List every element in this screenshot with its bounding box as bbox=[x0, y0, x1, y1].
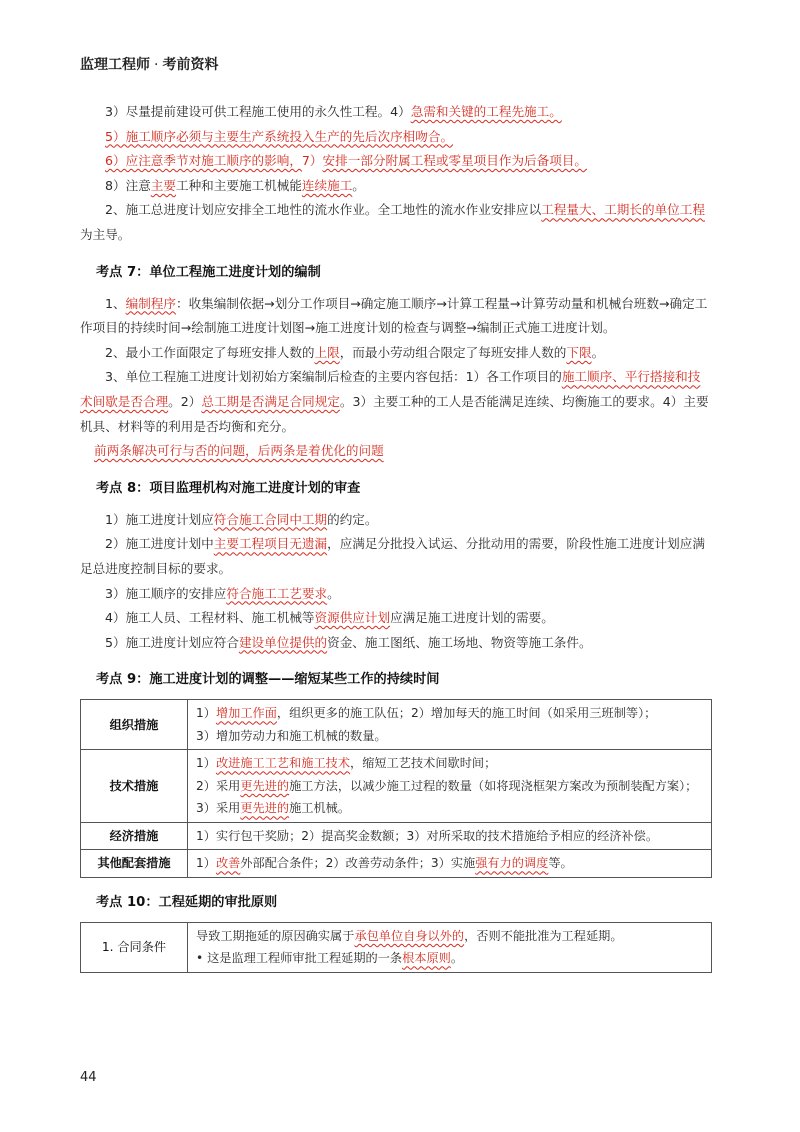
list-item: 5）施工进度计划应符合建设单位提供的资金、施工图纸、施工场地、物资等施工条件。 bbox=[105, 634, 592, 650]
table-row bbox=[81, 822, 712, 850]
row-key: 其他配套措施 bbox=[81, 850, 188, 878]
table-row bbox=[81, 850, 712, 878]
para-intro-5: 5）施工顺序必须与主要生产系统投入生产的先后次序相吻合。 bbox=[105, 128, 454, 144]
row-key: 1. 合同条件 bbox=[81, 922, 188, 972]
para-kp7-1: 1、编制程序：收集编制依据→划分工作项目→确定施工顺序→计算工程量→计算劳动量和机械台班数→确定工作项目的持续时间→绘制施工进度计划图→施工进度计划的检查与调整→编制正式施工进度计划。 bbox=[80, 295, 708, 336]
row-value: 1）改进施工工艺和施工技术，缩短工艺技术间歇时间； 2）采用更先进的施工方法，以减少施工过程的数量（如将现浇框架方案改为预制装配方案）； 3）采用更先进的施工机械。 bbox=[188, 750, 712, 823]
row-value: 导致工期拖延的原因确实属于承包单位自身以外的，否则不能批准为工程延期。 • 这是监理工程师审批工程延期的一条根本原则。 bbox=[188, 922, 712, 972]
para-kp7-3: 3、单位工程施工进度计划初始方案编制后检查的主要内容包括：1）各工作项目的施工顺序、平行搭接和技术间歇是否合理。2）总工期是否满足合同规定。3）主要工种的工人是否能满足连续、均衡施工的要求。4）主要机具、材料等的利用是否均衡和充分。 bbox=[80, 369, 709, 434]
para-intro-6: 6）应注意季节对施工顺序的影响，7）安排一部分附属工程或零星项目作为后备项目。 bbox=[105, 153, 587, 169]
row-key: 技术措施 bbox=[81, 750, 188, 823]
measures-table bbox=[80, 699, 712, 878]
bullet-icon: • bbox=[196, 951, 204, 966]
heading-kp8: 考点 8：项目监理机构对施工进度计划的审查 bbox=[96, 480, 361, 496]
heading-kp10: 考点 10：工程延期的审批原则 bbox=[96, 894, 278, 910]
handwritten-note: 前两条解决可行与否的问题，后两条是着优化的问题 bbox=[94, 443, 384, 459]
list-item: 3）施工顺序的安排应符合施工工艺要求。 bbox=[105, 585, 340, 601]
page-header bbox=[80, 54, 218, 74]
row-value: 1）实行包干奖励；2）提高奖金数额；3）对所采取的技术措施给予相应的经济补偿。 bbox=[188, 822, 712, 850]
header-subtitle: 考前资料 bbox=[162, 57, 219, 73]
heading-kp9: 考点 9：施工进度计划的调整——缩短某些工作的持续时间 bbox=[96, 672, 440, 688]
row-key: 经济措施 bbox=[81, 822, 188, 850]
table-row bbox=[81, 700, 712, 750]
table-row bbox=[81, 750, 712, 823]
table-row bbox=[81, 922, 712, 972]
row-value: 1）改善外部配合条件；2）改善劳动条件；3）实施强有力的调度等。 bbox=[188, 850, 712, 878]
header-dot: · bbox=[154, 57, 159, 73]
para-kp7-2: 2、最小工作面限定了每班安排人数的上限，而最小劳动组合限定了每班安排人数的下限。 bbox=[105, 344, 605, 360]
row-key: 组织措施 bbox=[81, 700, 188, 750]
list-item: 2）施工进度计划中主要工程项目无遗漏，应满足分批投入试运、分批动用的需要，阶段性施工进度计划应满足总进度控制目标的要求。 bbox=[80, 536, 705, 576]
extension-table bbox=[80, 922, 712, 973]
header-title: 监理工程师 bbox=[80, 57, 150, 73]
list-item: 4）施工人员、工程材料、施工机械等资源供应计划应满足施工进度计划的需要。 bbox=[105, 610, 554, 626]
list-item: 1）施工进度计划应符合施工合同中工期的约定。 bbox=[105, 511, 378, 527]
page-number: 44 bbox=[80, 1070, 97, 1085]
row-value: 1）增加工作面，组织更多的施工队伍；2）增加每天的施工时间（如采用三班制等）； 3）增加劳动力和施工机械的数量。 bbox=[188, 700, 712, 750]
emphasis: 急需和关键的工程先施工。 bbox=[410, 104, 562, 119]
para-intro-2: 2、施工总进度计划应安排全工地性的流水作业。全工地性的流水作业安排应以工程量大、工期长的单位工程为主导。 bbox=[80, 202, 705, 242]
content bbox=[80, 100, 712, 973]
para-intro-8: 8）注意主要工种和主要施工机械能连续施工。 bbox=[105, 177, 365, 193]
heading-kp7: 考点 7：单位工程施工进度计划的编制 bbox=[96, 264, 321, 280]
para-intro-3: 3）尽量提前建设可供工程施工使用的永久性工程。4）急需和关键的工程先施工。 bbox=[105, 104, 562, 119]
